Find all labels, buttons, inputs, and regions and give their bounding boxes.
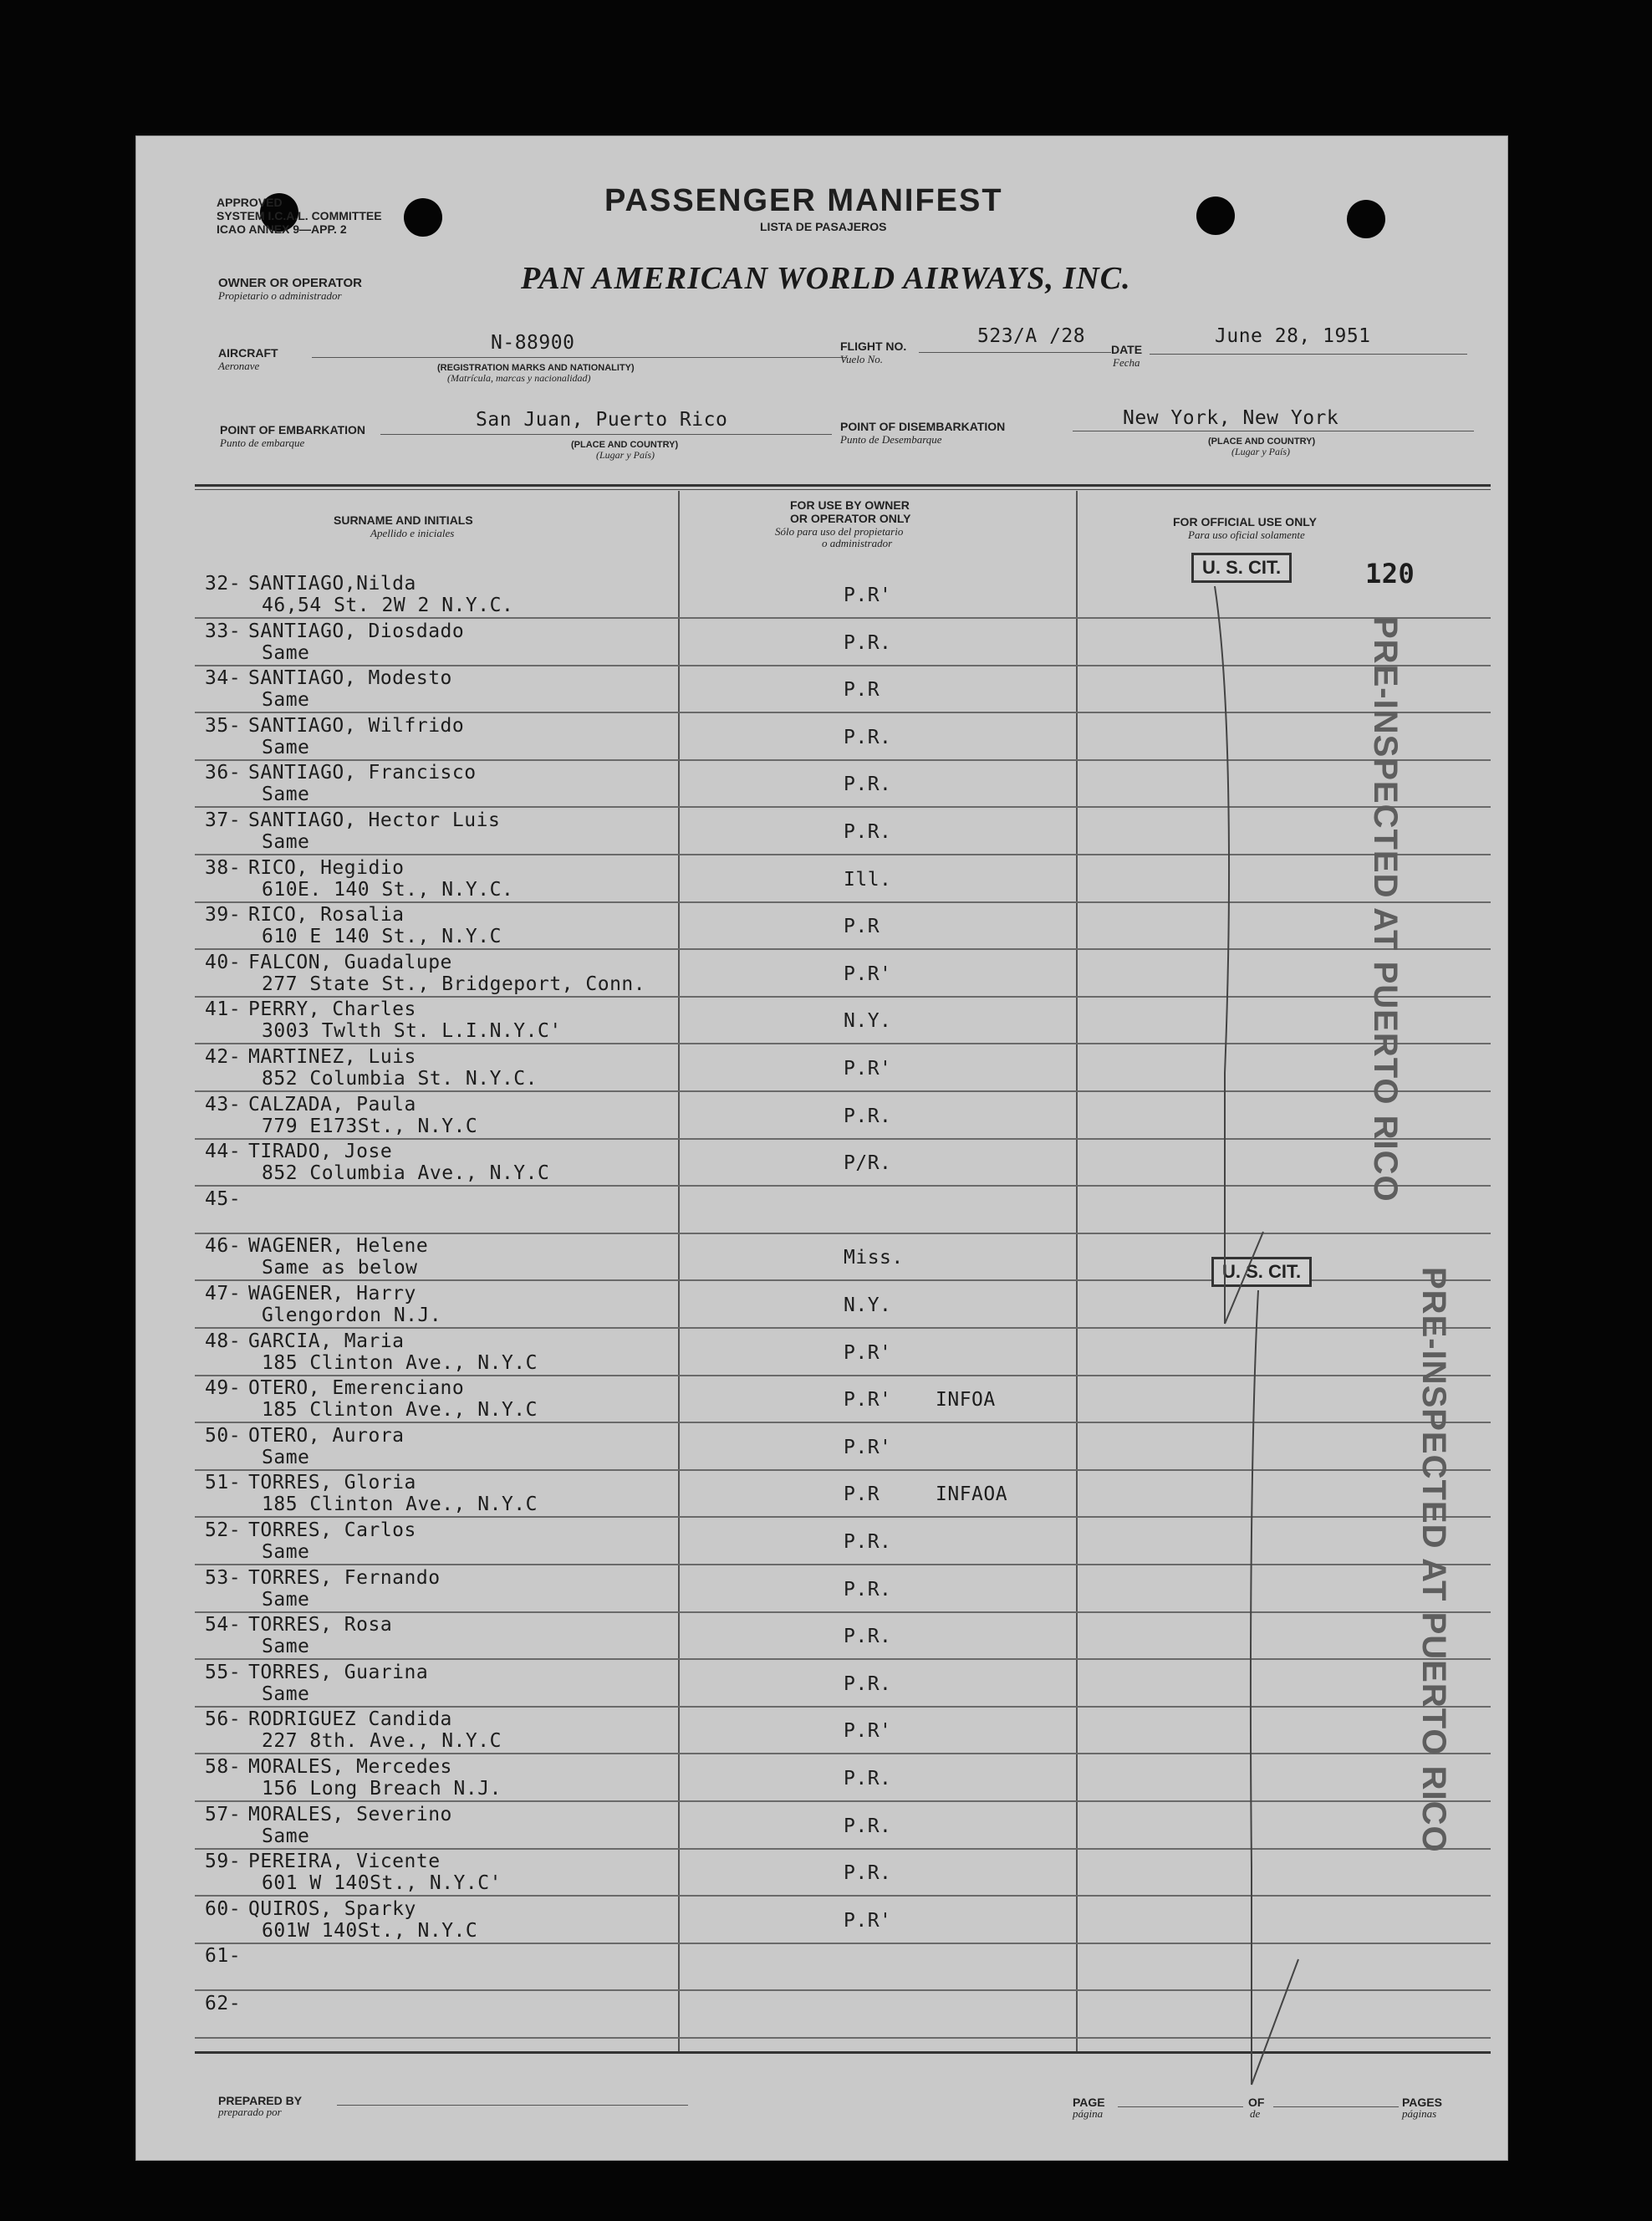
aircraft-sub-es: (Matrícula, marcas y nacionalidad) [447,372,591,384]
owner-note: P.R. [844,727,892,748]
owner-note: P.R. [844,1626,892,1647]
page-title-es: LISTA DE PASAJEROS [760,220,887,233]
manifest-sheet [135,135,1508,2161]
row-number: 41- [205,998,242,1020]
approval-line: ICAO ANNEX 9—APP. 2 [217,222,347,236]
row-number: 54- [205,1614,242,1636]
passenger-address: Same [262,1589,310,1611]
col-header-official-es: Para uso oficial solamente [1188,528,1305,541]
us-cit-stamp: U. S. CIT. [1211,1257,1312,1287]
page-number: 120 [1365,558,1415,590]
passenger-name: SANTIAGO, Wilfrido [248,715,465,737]
row-number: 62- [205,1993,242,2014]
passenger-name: SANTIAGO, Modesto [248,667,452,689]
passenger-address: Same [262,1683,310,1705]
embark-value: San Juan, Puerto Rico [476,409,728,431]
passenger-name: WAGENER, Harry [248,1283,416,1305]
passenger-address: Same [262,737,310,758]
disembark-label: POINT OF DISEMBARKATION [840,420,1006,433]
passenger-address: 46,54 St. 2W 2 N.Y.C. [262,595,514,616]
page-label-es: página [1073,2107,1104,2120]
date-label: DATE [1111,343,1143,356]
passenger-name: FALCON, Guadalupe [248,952,452,973]
owner-note: P/R. [844,1152,892,1174]
row-number: 60- [205,1898,242,1920]
prepared-by-underline [337,2105,688,2106]
owner-label-es: Propietario o administrador [218,289,342,302]
passenger-name: WAGENER, Helene [248,1235,429,1257]
binder-hole [1347,200,1385,238]
embark-underline [380,434,832,435]
owner-note-extra: INFAOA [936,1483,1008,1505]
row-number: 43- [205,1094,242,1116]
passenger-name: RODRIGUEZ Candida [248,1708,452,1730]
owner-note: P.R. [844,1673,892,1695]
passenger-address: Same [262,642,310,664]
pages-label: PAGES [1402,2096,1442,2109]
row-number: 35- [205,715,242,737]
aircraft-label-es: Aeronave [218,360,260,372]
owner-note: P.R' [844,1058,892,1080]
passenger-address: Same [262,1636,310,1657]
passenger-name: TORRES, Gloria [248,1472,416,1493]
owner-note: Miss. [844,1247,904,1269]
disembark-place-sub: (PLACE AND COUNTRY) [1208,437,1316,447]
owner-note: P.R. [844,1105,892,1127]
passenger-name: GARCIA, Maria [248,1330,405,1352]
passenger-address: Same [262,784,310,805]
airline-name: PAN AMERICAN WORLD AIRWAYS, INC. [521,261,1131,296]
row-number: 40- [205,952,242,973]
flight-label: FLIGHT NO. [840,340,907,353]
passenger-name: CALZADA, Paula [248,1094,416,1116]
col-header-owner-es: o administrador [822,537,893,549]
owner-note: P.R. [844,774,892,795]
flight-value: 523/A /28 [977,325,1086,347]
row-number: 61- [205,1945,242,1967]
date-value: June 28, 1951 [1215,325,1371,347]
binder-hole [1196,197,1235,235]
row-number: 46- [205,1235,242,1257]
owner-note: P.R [844,916,880,937]
passenger-name: TIRADO, Jose [248,1141,393,1162]
embark-label: POINT OF EMBARKATION [220,423,365,437]
row-number: 57- [205,1804,242,1825]
passenger-name: TORRES, Fernando [248,1567,441,1589]
row-number: 45- [205,1188,242,1210]
row-number: 42- [205,1046,242,1068]
passenger-name: PERRY, Charles [248,998,416,1020]
aircraft-value: N-88900 [491,332,575,354]
us-cit-stamp: U. S. CIT. [1191,553,1292,583]
passenger-name: SANTIAGO,Nilda [248,573,416,595]
prepared-by-label-es: preparado por [218,2106,282,2118]
passenger-name: MORALES, Severino [248,1804,452,1825]
row-number: 36- [205,762,242,784]
row-number: 47- [205,1283,242,1305]
embark-place-sub: (PLACE AND COUNTRY) [571,440,679,450]
passenger-name: SANTIAGO, Diosdado [248,620,465,642]
passenger-address: Same [262,1825,310,1847]
embark-place-sub-es: (Lugar y País) [596,449,655,461]
col-header-owner: OR OPERATOR ONLY [790,512,911,525]
owner-note: N.Y. [844,1010,892,1032]
passenger-name: OTERO, Aurora [248,1425,405,1447]
row-number: 34- [205,667,242,689]
row-number: 59- [205,1851,242,1872]
aircraft-underline [312,357,847,358]
passenger-address: Same [262,831,310,853]
checkmark-bracket-icon [1225,1282,1325,2118]
page-title: PASSENGER MANIFEST [604,183,1003,218]
passenger-address: 601W 140St., N.Y.C [262,1920,478,1942]
passenger-address: 227 8th. Ave., N.Y.C [262,1730,502,1752]
owner-note-extra: INFOA [936,1389,996,1411]
passenger-address: Same [262,1541,310,1563]
owner-note: P.R. [844,1768,892,1790]
of-underline [1273,2106,1399,2107]
preinspected-stamp: PRE-INSPECTED AT PUERTO RICO [1415,1267,1452,1853]
passenger-address: 852 Columbia St. N.Y.C. [262,1068,538,1090]
col-header-owner: FOR USE BY OWNER [790,498,910,512]
passenger-address: 601 W 140St., N.Y.C' [262,1872,502,1894]
owner-label: OWNER OR OPERATOR [218,276,362,290]
row-number: 37- [205,809,242,831]
col-header-surname-es: Apellido e iniciales [370,527,455,539]
col-header-surname: SURNAME AND INITIALS [334,513,473,527]
passenger-address: 852 Columbia Ave., N.Y.C [262,1162,550,1184]
owner-note: P.R. [844,1862,892,1884]
passenger-address: 185 Clinton Ave., N.Y.C [262,1399,538,1421]
passenger-name: RICO, Hegidio [248,857,405,879]
passenger-name: TORRES, Rosa [248,1614,393,1636]
preinspected-stamp: PRE-INSPECTED AT PUERTO RICO [1367,616,1404,1202]
row-number: 32- [205,573,242,595]
prepared-by-label: PREPARED BY [218,2094,303,2107]
flight-underline [919,352,1111,353]
approval-line: APPROVED [217,196,283,209]
passenger-name: SANTIAGO, Hector Luis [248,809,501,831]
pages-label-es: páginas [1402,2107,1437,2120]
owner-note: P.R. [844,821,892,843]
passenger-name: SANTIAGO, Francisco [248,762,477,784]
owner-note: P.R' [844,1389,892,1411]
owner-note: P.R. [844,1579,892,1601]
col-header-official: FOR OFFICIAL USE ONLY [1173,515,1317,528]
date-label-es: Fecha [1113,356,1140,369]
owner-note: P.R' [844,1910,892,1932]
passenger-name: MARTINEZ, Luis [248,1046,416,1068]
row-number: 51- [205,1472,242,1493]
page-underline [1118,2106,1243,2107]
owner-note: P.R. [844,632,892,654]
passenger-address: Same [262,689,310,711]
row-number: 48- [205,1330,242,1352]
row-number: 53- [205,1567,242,1589]
disembark-label-es: Punto de Desembarque [840,433,942,446]
passenger-address: Same [262,1447,310,1468]
date-underline [1150,354,1467,355]
embark-label-es: Punto de embarque [220,437,305,449]
passenger-address: 610 E 140 St., N.Y.C [262,926,502,947]
of-label-es: de [1250,2107,1261,2120]
checkmark-bracket-icon [1206,571,1307,1340]
passenger-address: 610E. 140 St., N.Y.C. [262,879,514,901]
row-number: 56- [205,1708,242,1730]
row-number: 58- [205,1756,242,1778]
passenger-address: 277 State St., Bridgeport, Conn. [262,973,646,995]
owner-note: P.R' [844,1437,892,1458]
disembark-place-sub-es: (Lugar y País) [1231,446,1290,457]
passenger-address: 185 Clinton Ave., N.Y.C [262,1493,538,1515]
row-number: 49- [205,1377,242,1399]
passenger-name: PEREIRA, Vicente [248,1851,441,1872]
passenger-name: TORRES, Carlos [248,1519,416,1541]
table-top-rule [195,484,1491,487]
owner-note: P.R [844,1483,880,1505]
row-number: 38- [205,857,242,879]
owner-note: Ill. [844,869,892,891]
aircraft-sub: (REGISTRATION MARKS AND NATIONALITY) [437,363,635,373]
of-label: OF [1248,2096,1265,2109]
aircraft-label: AIRCRAFT [218,346,278,360]
owner-note: P.R' [844,963,892,985]
owner-note: P.R. [844,1815,892,1837]
passenger-address: 185 Clinton Ave., N.Y.C [262,1352,538,1374]
approval-line: SYSTEM I.C.A.L. COMMITTEE [217,209,382,222]
passenger-name: MORALES, Mercedes [248,1756,452,1778]
flight-label-es: Vuelo No. [840,353,884,365]
owner-note: P.R' [844,1720,892,1742]
table-top-rule [195,489,1491,490]
passenger-address: 3003 Twlth St. L.I.N.Y.C' [262,1020,562,1042]
row-number: 50- [205,1425,242,1447]
owner-note: N.Y. [844,1294,892,1316]
row-number: 39- [205,904,242,926]
passenger-address: 156 Long Breach N.J. [262,1778,502,1800]
col-header-owner-es: Sólo para uso del propietario [775,525,904,538]
row-number: 33- [205,620,242,642]
passenger-address: Same as below [262,1257,418,1279]
row-number: 52- [205,1519,242,1541]
row-number: 44- [205,1141,242,1162]
passenger-name: OTERO, Emerenciano [248,1377,465,1399]
passenger-name: TORRES, Guarina [248,1662,429,1683]
binder-hole [404,198,442,237]
owner-note: P.R' [844,1342,892,1364]
passenger-name: QUIROS, Sparky [248,1898,416,1920]
owner-note: P.R [844,679,880,701]
page-label: PAGE [1073,2096,1105,2109]
disembark-value: New York, New York [1123,407,1339,429]
owner-note: P.R' [844,585,892,606]
passenger-address: 779 E173St., N.Y.C [262,1116,478,1137]
passenger-address: Glengordon N.J. [262,1305,442,1326]
passenger-name: RICO, Rosalia [248,904,405,926]
owner-note: P.R. [844,1531,892,1553]
row-number: 55- [205,1662,242,1683]
